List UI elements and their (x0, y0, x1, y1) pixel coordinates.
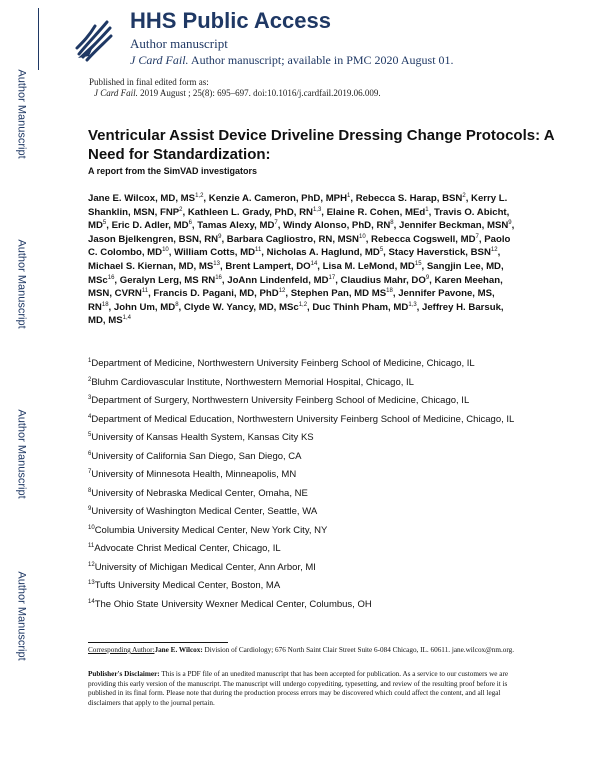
author-name: Travis O. Abicht, MD (88, 206, 510, 232)
author (283, 220, 394, 231)
author-affiliation-sup: 8 (175, 301, 179, 308)
footnote-divider (88, 642, 228, 643)
author-affiliation-sup: 7 (274, 220, 278, 226)
affiliation-item (88, 431, 528, 445)
author-name: Barbara Cagliostro, RN, MSN (226, 233, 359, 245)
author-affiliation-sup: 15 (414, 260, 422, 267)
affiliation-text: Department of Medicine, Northwestern University Feinberg School of Medicine, Chicago, IL (91, 358, 475, 369)
author-affiliation-sup: 9 (425, 274, 430, 281)
hhs-eagle-logo-icon (73, 16, 113, 62)
author-name: Jane E. Wilcox, MD, MS (88, 193, 196, 204)
author-affiliation-sup: 1,3 (312, 206, 322, 213)
author (341, 275, 430, 286)
author-name: Kerry L. Shanklin, MSN, FNP (88, 193, 508, 218)
author (174, 247, 261, 258)
affiliation-text: University of Kansas Health System, Kansas City KS (91, 432, 314, 443)
corresponding-author-note (88, 646, 528, 656)
author (88, 261, 220, 272)
affiliation-text: University of Michigan Medical Center, Ann Arbor, MI (94, 561, 316, 573)
author-affiliation-sup: 7 (475, 233, 479, 240)
author (225, 261, 317, 272)
disclaimer-label: Publisher's Disclaimer: (88, 670, 160, 678)
affiliation-item (88, 394, 528, 408)
author-affiliation-sup: 1,2 (195, 192, 204, 199)
author-affiliation-sup: 11 (255, 247, 262, 254)
affiliation-text: University of Washington Medical Center, Seattle, WA (91, 506, 318, 517)
affiliation-text: Department of Surgery, Northwestern University Feinberg School of Medicine, Chicago, IL (91, 395, 470, 406)
author-affiliation-sup: 1 (425, 206, 429, 213)
author (153, 288, 285, 299)
affiliation-text: Columbia University Medical Center, New York City, NY (94, 524, 328, 536)
affiliation-number: 11 (88, 542, 95, 549)
affiliation-item (88, 376, 528, 390)
affiliation-number: 3 (88, 394, 92, 401)
author-affiliation-sup: 9 (508, 220, 512, 226)
affiliation-item (88, 413, 528, 427)
author (184, 302, 307, 313)
author-name: Eric D. Adler, MD (111, 220, 189, 232)
affiliation-number: 10 (88, 524, 95, 531)
author-name: JoAnn Lindenfeld, MD (227, 274, 329, 286)
author-affiliation-sup: 5 (379, 247, 384, 254)
author-affiliation-sup: 1,4 (122, 315, 131, 322)
author-affiliation-sup: 9 (218, 233, 222, 240)
author (267, 247, 384, 258)
author (209, 193, 351, 204)
affiliation-number: 7 (88, 468, 92, 475)
author (112, 220, 192, 231)
article-subtitle: A report from the SimVAD investigators (88, 166, 258, 176)
author (120, 275, 222, 286)
affiliation-number: 8 (88, 487, 92, 494)
author (323, 261, 422, 272)
author-affiliation-sup: 1,3 (408, 301, 417, 308)
author-name: Jennifer Pavone, MS, RN (88, 288, 495, 313)
author (312, 302, 416, 313)
citation-journal: J Card Fail. (94, 88, 138, 98)
affiliation-text: University of Nebraska Medical Center, Omaha, NE (91, 487, 308, 499)
author-name: Kenzie A. Cameron, PhD, MPH (208, 193, 348, 204)
author (371, 234, 479, 245)
author (227, 234, 366, 245)
author-affiliation-sup: 5 (102, 220, 107, 226)
author-name: Sangjin Lee, MD, MSc (88, 260, 504, 286)
author-name: Jennifer Beckman, MSN (398, 220, 509, 232)
sidebar-label-1: Author Manuscript (16, 69, 29, 159)
author (88, 193, 203, 204)
affiliation-number: 13 (88, 579, 95, 586)
affiliation-text: University of California San Diego, San Diego, CA (91, 450, 302, 462)
citation-line (94, 88, 381, 98)
author-name: William Cotts, MD (174, 247, 256, 259)
author-name: Rebecca S. Harap, BSN (355, 193, 463, 204)
sidebar-label-4: Author Manuscript (16, 571, 29, 661)
affiliation-item (88, 542, 528, 556)
author (356, 193, 466, 204)
author-name: Stacy Haverstick, BSN (388, 247, 491, 259)
author-affiliation-sup: 10 (162, 247, 169, 254)
author (327, 207, 429, 218)
published-line: Published in final edited form as: (89, 77, 209, 87)
header-journal-line (130, 53, 454, 68)
affiliation-text: The Ohio State University Wexner Medical Center, Columbus, OH (94, 598, 372, 610)
corresponding-text: Division of Cardiology; 676 North Saint Clair Street Suite 6-084 Chicago, IL. 60611. jane.wilcox@nm.org. (204, 646, 515, 654)
author (227, 275, 335, 286)
affiliation-number: 9 (88, 505, 92, 512)
author-name: Elaine R. Cohen, MEd (326, 206, 426, 218)
author-name: Rebecca Cogswell, MD (371, 233, 476, 245)
author-name: John Um, MD (113, 301, 176, 313)
affiliation-item (88, 357, 528, 371)
affiliation-number: 1 (88, 357, 92, 364)
author-affiliation-sup: 16 (215, 274, 222, 281)
header-journal-note: Author manuscript; available in PMC 2020 August 01. (190, 53, 454, 67)
header-divider (38, 8, 39, 70)
author-affiliation-sup: 13 (213, 260, 220, 267)
author-name: Kathleen L. Grady, PhD, RN (187, 206, 313, 218)
affiliation-number: 2 (88, 376, 92, 383)
author (389, 247, 498, 258)
author-name: Windy Alonso, PhD, RN (283, 220, 391, 232)
author-name: Stephen Pan, MD MS (290, 288, 387, 300)
affiliation-item (88, 468, 528, 482)
author-list: Jane E. Wilcox, MD, MS$^{1,2}$, Kenzie A. Cameron, PhD, MPH$^1$, Rebecca S. Harap, BSN$^2$, Kerry L. Shanklin, MSN, FNP$^2$, Kathleen L. Grady, PhD, RN$^{1,3}$, Elaine R. Cohen, MEd$^1$, Travis O. Abicht, $MD^5$, Eric D. Adler, $MD^6$, Tamas Alexy, $MD^7$, Windy Alonso, PhD, $RN^8$, Jennifer Beckman, MSN$^9$, Jason Bjelkengren, BSN, $RN^9$, Barbara Cagliostro, RN, MSN$^{10}$, Rebecca Cogswell, $MD^7$, Paolo C. Colombo, MD$^{10}$, William Cotts, MD$^{11}$, Nicholas A. Haglund, $MD^5$, Stacy Haverstick, BSN$^{12}$, Michael S. Kiernan, MD, MS$^{13}$, Brent Lampert, DO$^{14}$, Lisa M. LeMond, MD$^{15}$, Sangjin Lee, MD, MSc$^{16}$, Geralyn Lerg, MS RN$^{16}$, JoAnn Lindenfeld, MD$^{17}$, Claudius Mahr, $DO^9$, Karen Meehan, MSN, CVRN$^{11}$, Francis D. Pagani, MD, PhD$^{12}$, Stephen Pan, MD MS$^{18}$, Jennifer Pavone, MS, RN$^{18}$, John Um, $MD^8$, Clyde W. Yancy, MD, MSc$^{1,2}$, Duc Thinh Pham, MD$^{1,3}$, Jeffrey H. Barsuk, MD, MS$^{1,4}$ (88, 192, 515, 327)
affiliation-item (88, 524, 528, 538)
author (114, 302, 179, 313)
author (197, 220, 277, 231)
sidebar-label-2: Author Manuscript (16, 239, 29, 329)
author-name: Nicholas A. Haglund, MD (266, 247, 380, 259)
citation-rest: 2019 August ; 25(8): 695–697. doi:10.1016/j.cardfail.2019.06.009. (140, 88, 381, 98)
affiliation-number: 4 (88, 413, 92, 420)
affiliation-number: 5 (88, 431, 92, 438)
affiliation-number: 12 (88, 561, 95, 568)
corresponding-label: Corresponding Author: (88, 646, 155, 654)
author (399, 220, 512, 231)
affiliation-text: Bluhm Cardiovascular Institute, Northwestern Memorial Hospital, Chicago, IL (91, 376, 414, 388)
affiliation-item (88, 579, 528, 593)
author-affiliation-sup: 11 (141, 287, 149, 294)
author-name: Paolo C. Colombo, MD (88, 233, 511, 259)
author-name: Francis D. Pagani, MD, PhD (153, 288, 279, 300)
author-name: Karen Meehan, MSN, CVRN (88, 274, 503, 300)
author-affiliation-sup: 16 (107, 274, 115, 281)
affiliation-number: 6 (88, 450, 92, 457)
author-affiliation-sup: 2 (462, 192, 466, 199)
corresponding-name: Jane E. Wilcox: (154, 646, 203, 654)
header-journal-abbrev: J Card Fail. (130, 53, 189, 67)
author-affiliation-sup: 18 (386, 287, 393, 294)
author-name: Geralyn Lerg, MS RN (119, 274, 216, 286)
affiliation-text: Tufts University Medical Center, Boston, MA (94, 580, 281, 591)
author-affiliation-sup: 2 (179, 206, 183, 213)
affiliation-text: Department of Medical Education, Northwestern University Feinberg School of Medicine, Chicago, IL (91, 413, 515, 425)
author-name: Claudius Mahr, DO (340, 274, 426, 286)
author-affiliation-sup: 10 (359, 233, 366, 240)
affiliation-item (88, 450, 528, 464)
author-name: Tamas Alexy, MD (197, 220, 275, 232)
affiliation-text: University of Minnesota Health, Minneapolis, MN (91, 469, 297, 480)
author-affiliation-sup: 1,2 (298, 301, 308, 308)
author-affiliation-sup: 17 (328, 274, 336, 281)
publisher-disclaimer (88, 670, 528, 708)
author-affiliation-sup: 6 (188, 220, 192, 226)
affiliation-item (88, 561, 528, 575)
author-name: Michael S. Kiernan, MD, MS (88, 260, 214, 272)
author (291, 288, 393, 299)
sidebar-label-3: Author Manuscript (16, 409, 29, 499)
affiliation-item (88, 598, 528, 612)
author-affiliation-sup: 1 (347, 192, 351, 199)
author-name: Lisa M. LeMond, MD (322, 260, 415, 272)
author-name: Jeffrey H. Barsuk, MD, MS (88, 301, 504, 327)
author-affiliation-sup: 12 (278, 287, 286, 294)
author-affiliation-sup: 8 (390, 220, 394, 226)
affiliation-item (88, 505, 528, 519)
author-name: Brent Lampert, DO (225, 260, 311, 272)
disclaimer-text: This is a PDF file of an unedited manuscript that has been accepted for publication. As a service to our customers we are providing this early version of the manuscript. The manuscript will undergo copyediting, typesetting, and review of the resulting proof before it is published in its final form. Please note that during the production process errors may be discovered which could affect the content, and all legal disclaimers that apply to the journal pertain. (88, 670, 509, 707)
article-title: Ventricular Assist Device Driveline Dressing Change Protocols: A Need for Standardization: (88, 127, 554, 163)
author (88, 234, 221, 245)
author-affiliation-sup: 18 (101, 301, 109, 308)
header-subtitle: Author manuscript (130, 36, 228, 51)
author-name: Jason Bjelkengren, BSN, RN (88, 233, 219, 245)
affiliation-list (88, 357, 528, 616)
header-title: HHS Public Access (130, 8, 331, 33)
affiliation-item (88, 487, 528, 501)
author-affiliation-sup: 14 (310, 260, 318, 267)
affiliation-text: Advocate Christ Medical Center, Chicago, IL (94, 543, 281, 554)
author-name: Clyde W. Yancy, MD, MSc (183, 301, 299, 313)
author (188, 207, 321, 218)
author-affiliation-sup: 12 (490, 247, 498, 254)
author-name: Duc Thinh Pham, MD (312, 301, 409, 313)
affiliation-number: 14 (88, 598, 95, 605)
